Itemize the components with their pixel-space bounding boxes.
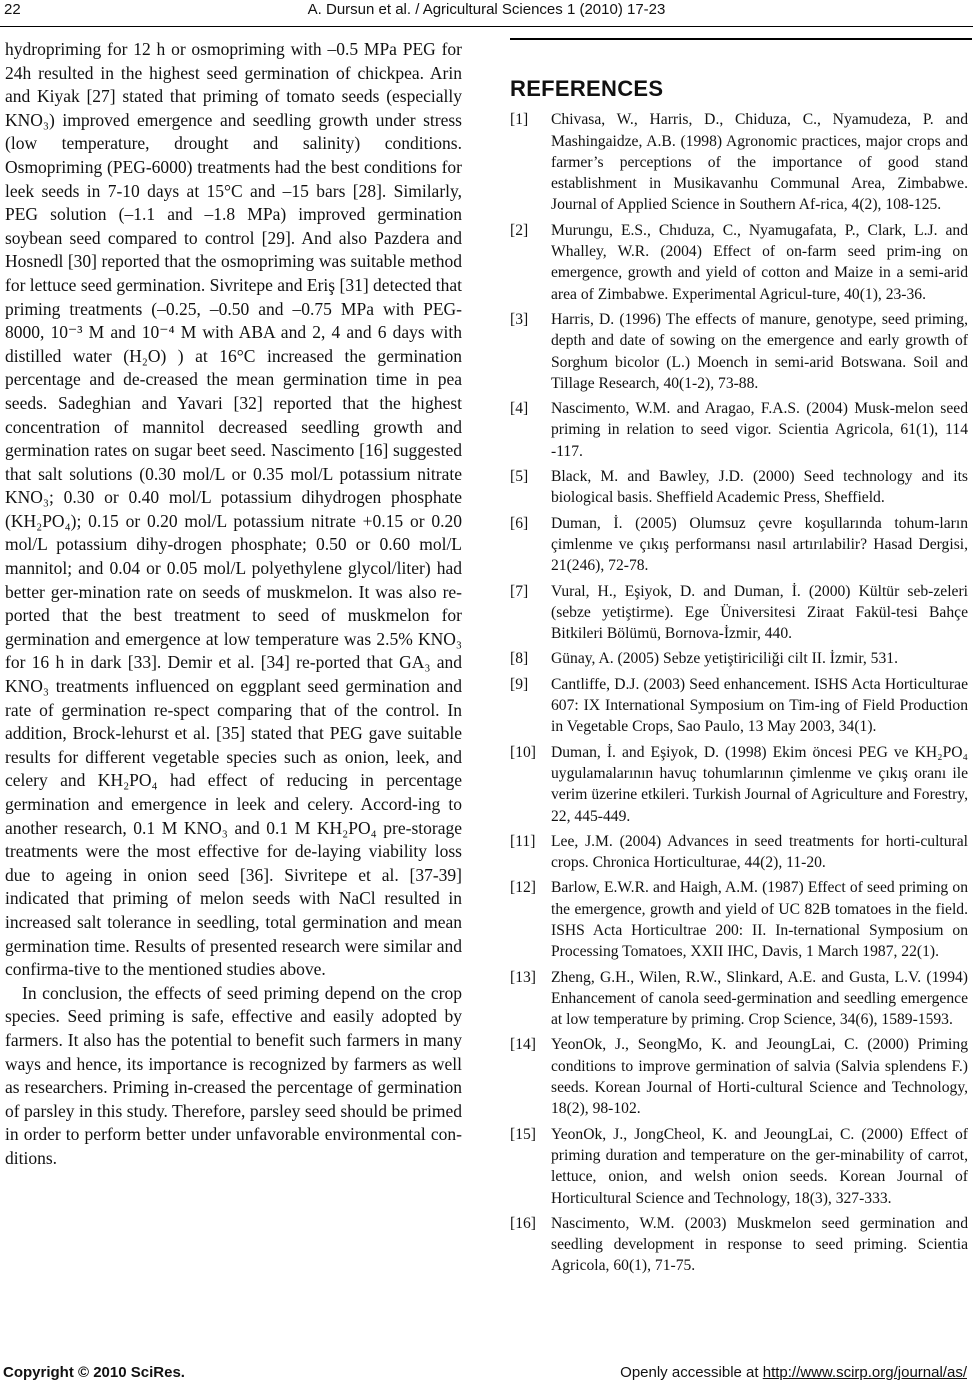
reference-number: [1] (510, 111, 529, 129)
reference-text: Black, M. and Bawley, J.D. (2000) Seed technology and its biological basis. Sheffield Academic Press, Sheffield. (551, 468, 968, 507)
reference-number: [9] (510, 675, 529, 693)
reference-text: YeonOk, J., JongCheol, K. and JeoungLai, C. (2000) Effect of priming duration and temperature on the ger-minability of carrot, lettuce, onion, and welsh onion seeds. Korean Journal of Horticultural Science and Technology, 18(3), 327-333. (551, 1125, 968, 1207)
page-header (0, 0, 973, 30)
reference-item (510, 877, 968, 962)
reference-number: [6] (510, 514, 529, 532)
journal-url-link[interactable]: http://www.scirp.org/journal/as/ (762, 1364, 967, 1381)
reference-item (510, 398, 968, 462)
reference-item (510, 967, 968, 1031)
reference-number: [4] (510, 400, 529, 418)
reference-item (510, 1213, 968, 1277)
reference-text: Cantliffe, D.J. (2003) Seed enhancement. ISHS Acta Horticulturae 607: IX International Symposium on Tim-ing of Field Production in Vegetable Crops, Sao Paulo, 13 May 2003, 34(1). (551, 675, 968, 736)
reference-number: [12] (510, 879, 536, 897)
reference-item (510, 648, 968, 669)
reference-item (510, 466, 968, 509)
reference-text: Günay, A. (2005) Sebze yetiştiriciliği cilt II. İzmir, 531. (551, 650, 898, 668)
column-rule (510, 38, 972, 40)
reference-text: Nascimento, W.M. (2003) Muskmelon seed germination and seedling development in response to seed priming. Scientia Agricola, 60(1), 71-75. (551, 1214, 968, 1275)
reference-item (510, 513, 968, 577)
reference-number: [14] (510, 1036, 536, 1054)
reference-text: Vural, H., Eşiyok, D. and Duman, İ. (2000) Kültür seb-zeleri (sebze yetiştirme). Ege Üniversitesi Ziraat Fakül-tesi Bahçe Bitkileri Bölümü, Bornova-İzmir, 440. (551, 582, 968, 643)
reference-number: [13] (510, 968, 536, 986)
reference-text: Chivasa, W., Harris, D., Chiduza, C., Nyamudeza, P. and Mashingaidze, A.B. (1998) Agronomic practices, major crops and farmer’s perceptions of the importance of good stand establishment in Musikavanhu Communal Area, Zimbabwe. Journal of Applied Science in Southern Af-rica, 4(2), 108-125. (551, 111, 968, 214)
reference-item (510, 581, 968, 645)
reference-item (510, 109, 968, 215)
body-paragraph-2: In conclusion, the effects of seed priming depend on the crop species. Seed priming is safe, effective and easily adopted by farmers. It also has the potential to benefit such farmers in many ways and hence, its importance is recognized by farmers as well as researchers. Priming in-creased the percentage of germination of parsley in this study. Therefore, parsley seed should be primed in order to perform better under unfavorable environmental con-ditions. (5, 982, 462, 1168)
reference-number: [16] (510, 1214, 536, 1232)
reference-item (510, 1034, 968, 1119)
body-text-column (5, 38, 462, 1171)
header-rule (0, 26, 973, 27)
reference-text: Duman, İ. and Eşiyok, D. (1998) Ekim öncesi PEG ve KH₂PO₄ uygulamalarının havuç tohumlarının çimlenme ve çıkış oranı ile verim üzerine etkileri. Turkish Journal of Agriculture and Forestry, 22, 445-449. (551, 743, 968, 825)
reference-item (510, 742, 968, 827)
references-heading: REFERENCES (510, 76, 664, 101)
reference-number: [7] (510, 582, 529, 600)
reference-item (510, 1124, 968, 1209)
reference-text: Harris, D. (1996) The effects of manure, genotype, seed priming, depth and date of sowing on the emergence and early growth of Sorghum bicolor (L.) Moench in semi-arid Botswana. Soil and Tillage Research, 40(1-2), 73-88. (551, 310, 968, 392)
reference-number: [11] (510, 832, 536, 850)
reference-text: YeonOk, J., SeongMo, K. and JeoungLai, C. (2000) Priming conditions to improve germination of salvia (Salvia splendens F.) seeds. Korean Journal of Horti-cultural Science and Technology, 18(2), 98-102. (551, 1036, 968, 1118)
reference-text: Lee, J.M. (2004) Advances in seed treatments for horti-cultural crops. Chronica Horticulturae, 44(2), 11-20. (551, 832, 968, 872)
page-number: 22 (4, 1, 21, 18)
reference-item (510, 674, 968, 738)
copyright-notice: Copyright © 2010 SciRes. (3, 1364, 185, 1381)
reference-text: Murungu, E.S., Chıduza, C., Nyamugafata, P., Clark, L.J. and Whalley, W.R. (2004) Effect of on-farm seed prim-ing on emergence, growth and yield of cotton and Maize in a semi-arid area of Zimbabwe. Experimental Agricul-ture, 40(1), 23-36. (551, 221, 968, 303)
access-prefix: Openly accessible at (620, 1364, 763, 1381)
reference-item (510, 220, 968, 305)
reference-number: [10] (510, 743, 536, 761)
reference-item (510, 309, 968, 394)
reference-text: Barlow, E.W.R. and Haigh, A.M. (1987) Effect of seed priming on the emergence, growth and yield of UC 82B tomatoes in the field. ISHS Acta Horticultrae 200: II. In-ternational Symposium on Processing Tomatoes, XXII IHC, Davis, 1 March 1987, 22(1). (551, 879, 968, 961)
running-title: A. Dursun et al. / Agricultural Sciences 1 (2010) 17-23 (307, 1, 666, 18)
reference-number: [2] (510, 221, 529, 239)
page-footer (0, 1364, 973, 1386)
reference-text: Zheng, G.H., Wilen, R.W., Slinkard, A.E. and Gusta, L.V. (1994) Enhancement of canola seed-germination and seedling emergence at low temperature by priming. Crop Science, 34(6), 1589-1593. (551, 968, 968, 1029)
reference-number: [8] (510, 650, 529, 668)
references-column (510, 38, 968, 1281)
reference-number: [15] (510, 1125, 536, 1143)
body-paragraph-1: hydropriming for 12 h or osmopriming with –0.5 MPa PEG for 24h resulted in the highest seed germination of chickpea. Arin and Kiyak [27] stated that priming of tomato seeds (especially KNO₃) improved emergence and seedling growth under stress (low temperature, drought and salinity) conditions. Osmopriming (PEG-6000) treatments had the best conditions for leek seeds in 7-10 days at 15°C and –15 bars [28]. Similarly, PEG solution (–1.1 and –1.8 MPa) improved germination soybean seed compared to control [29]. And also Pazdera and Hosnedl [30] reported that the osmopriming was suitable method for lettuce seed germination. Sivritepe and Eriş [31] detected that priming treatments (–0.25, –0.50 and –0.75 MPa with PEG-8000, 10⁻³ M and 10⁻⁴ M with ABA and 2, 4 and 6 days with distilled water (H₂O) ) at 16°C increased the germination percentage and de-creased the mean germination time in pea seeds. Sadeghian and Yavari [32] reported that the highest concentration of mannitol decreased seedling growth and germination rates on sugar beet seed. Nascimento [16] suggested that salt solutions (0.30 mol/L or 0.35 mol/L potassium nitrate KNO₃; 0.30 or 0.40 mol/L potassium dihydrogen phosphate (KH₂PO₄); 0.15 or 0.20 mol/L potassium nitrate +0.15 or 0.20 mol/L potassium dihy-drogen phosphate; 0.50 or 0.60 mol/L mannitol; and 0.04 or 0.05 mol/L polyethylene glycol/liter) had better ger-mination rate on seeds of muskmelon. It was also re-ported that the best treatment to seed of muskmelon for germination and emergence at low temperature was 2.5% KNO₃ for 16 h in dark [33]. Demir et al. [34] re-ported that GA₃ and KNO₃ treatments influenced on eggplant seed germination and rate of germination re-spect comparing that of the control. In addition, Brock-lehurst et al. [35] stated that PEG gave suitable results for different vegetable species such as onion, leek, and celery and KH₂PO₄ had effect of reducing in percentage germination and emergence in leek and celery. Accord-ing to another research, 0.1 M KNO₃ and 0.1 M KH₂PO₄ pre-storage treatments were the most effective for de-laying viability loss due to ageing in onion seed [36]. Sivritepe et al. [37-39] indicated that priming of melon seeds with NaCl resulted in increased salt tolerance in seedling, total germination and mean germination time. Results of presented research were similar and confirma-tive to the mentioned studies above. (5, 39, 462, 980)
reference-text: Nascimento, W.M. and Aragao, F.A.S. (2004) Musk-melon seed priming in relation to seed vigor. Scientia Agricola, 61(1), 114 -117. (551, 400, 968, 460)
reference-list (510, 109, 968, 1276)
reference-text: Duman, İ. (2005) Olumsuz çevre koşullarında tohum-ların çimlenme ve çıkış performansı nasıl artırılabilir? Hasad Dergisi, 21(246), 72-78. (551, 514, 968, 575)
reference-number: [3] (510, 310, 529, 328)
access-notice (620, 1364, 967, 1381)
reference-number: [5] (510, 468, 529, 486)
reference-item (510, 831, 968, 874)
